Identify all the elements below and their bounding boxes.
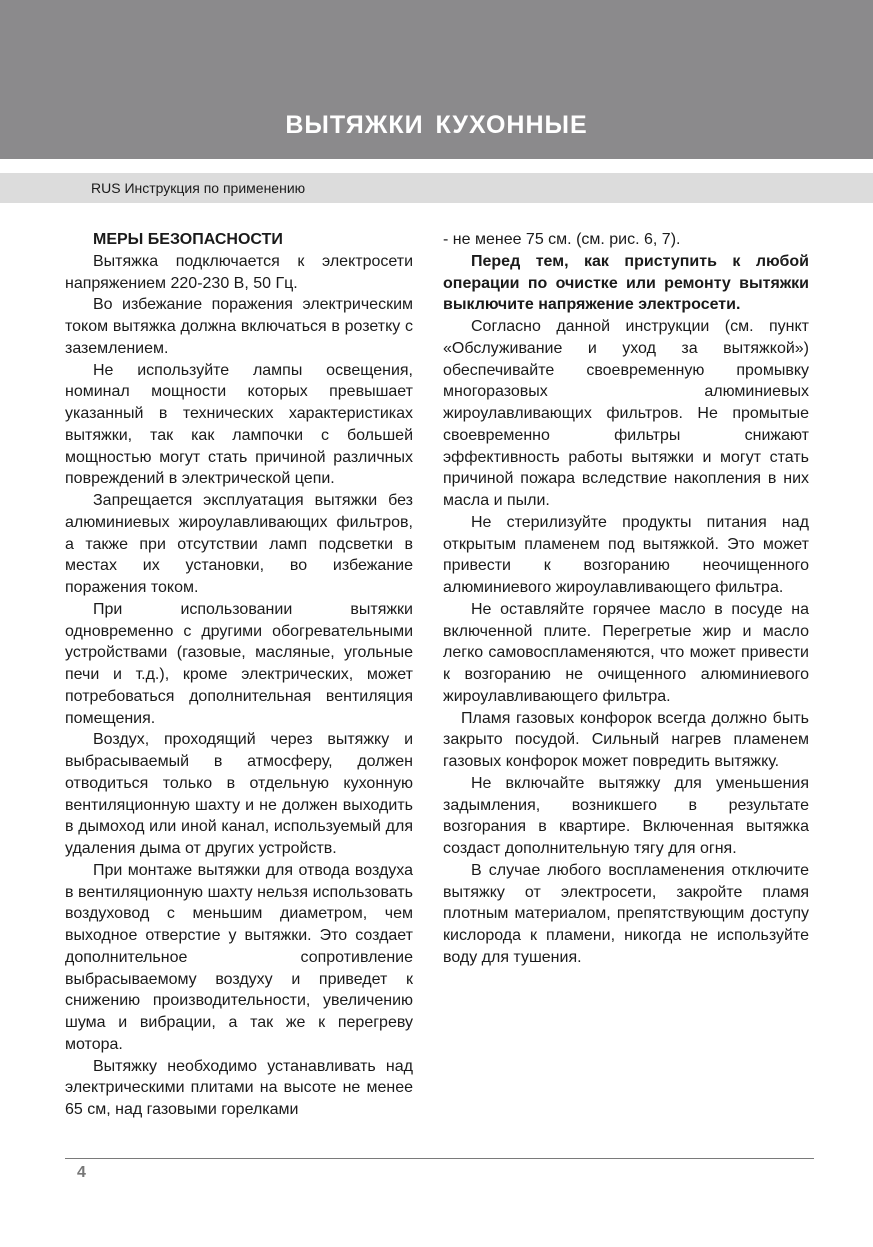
page-title: ВЫТЯЖКИ КУХОННЫЕ	[285, 111, 588, 139]
paragraph: Вытяжка подключается к электросети напряжением 220-230 В, 50 Гц.	[65, 252, 413, 292]
paragraph: При использовании вытяжки одновременно с другими обогревательными устройствами (газовые, масляные, угольные печи и т.д.), кроме электрических, может потребоваться дополнительная вентиляция помещения.	[65, 600, 413, 727]
subheader-bar	[0, 173, 873, 203]
warning-paragraph: Перед тем, как приступить к любой операции по очистке или ремонту вытяжки выключите напряжение электросети.	[443, 252, 809, 314]
paragraph: Пламя газовых конфорок всегда должно быть закрыто посудой. Сильный нагрев пламенем газовых конфорок может повредить вытяжку.	[443, 709, 809, 770]
paragraph: Не включайте вытяжку для уменьшения задымления, возникшего в результате возгорания в квартире. Включенная вытяжка создаст дополнительную тягу для огня.	[443, 774, 809, 857]
paragraph: Согласно данной инструкции (см. пункт «Обслуживание и уход за вытяжкой») обеспечивайте своевременную промывку многоразовых алюминиевых жироулавливающих фильтров. Не промытые своевременно фильтры снижают эффективность работы вытяжки и могут стать причиной пожара вследствие накопления в них масла и пыли.	[443, 318, 809, 509]
paragraph: Во избежание поражения электрическим током вытяжка должна включаться в розетку с заземлением.	[65, 296, 413, 357]
right-column	[443, 229, 809, 969]
paragraph: Воздух, проходящий через вытяжку и выбрасываемый в атмосферу, должен отводиться только в отдельную кухонную вентиляционную шахту и не должен выходить в дымоход или иной канал, используемый для удаления дыма от других устройств.	[65, 731, 413, 857]
paragraph: При монтаже вытяжки для отвода воздуха в вентиляционную шахту нельзя использовать воздуховод с меньшим диаметром, чем выходное отверстие у вытяжки. Это создает дополнительное сопротивление выбрасываемому воздуху и приведет к снижению производительности, увеличению шума и вибрации, а так же к перегреву мотора.	[65, 861, 413, 1053]
section-title: МЕРЫ БЕЗОПАСНОСТИ	[93, 231, 283, 248]
subheader-text: RUS Инструкция по применению	[91, 180, 306, 196]
paragraph-continuation: - не менее 75 см. (см. рис. 6, 7).	[443, 231, 681, 248]
paragraph: Не стерилизуйте продукты питания над открытым пламенем под вытяжкой. Это может привести к возгоранию неочищенного алюминиевого жироулавливающего фильтра.	[443, 513, 809, 596]
paragraph: Вытяжку необходимо устанавливать над электрическими плитами на высоте не менее 65 см, над газовыми горелками	[65, 1057, 413, 1118]
paragraph: В случае любого воспламенения отключите вытяжку от электросети, закройте пламя плотным материалом, препятствующим доступу кислорода к пламени, никогда не используйте воду для тушения.	[443, 861, 809, 966]
page-number: 4	[77, 1164, 86, 1181]
paragraph: Запрещается эксплуатация вытяжки без алюминиевых жироулавливающих фильтров, а также при отсутствии ламп подсветки в местах их установки, во избежание поражения током.	[65, 492, 413, 596]
footer-divider	[65, 1158, 814, 1159]
paragraph: Не оставляйте горячее масло в посуде на включенной плите. Перегретые жир и масло легко самовоспламеняются, что может привести к возгоранию не очищенного алюминиевого жироулавливающего фильтра.	[443, 600, 809, 705]
paragraph: Не используйте лампы освещения, номинал мощности которых превышает указанный в технических характеристиках вытяжки, так как лампочки с большей мощностью могут стать причиной различных повреждений в электрической цепи.	[65, 361, 413, 488]
header-band	[0, 0, 873, 159]
left-column	[65, 229, 413, 1121]
